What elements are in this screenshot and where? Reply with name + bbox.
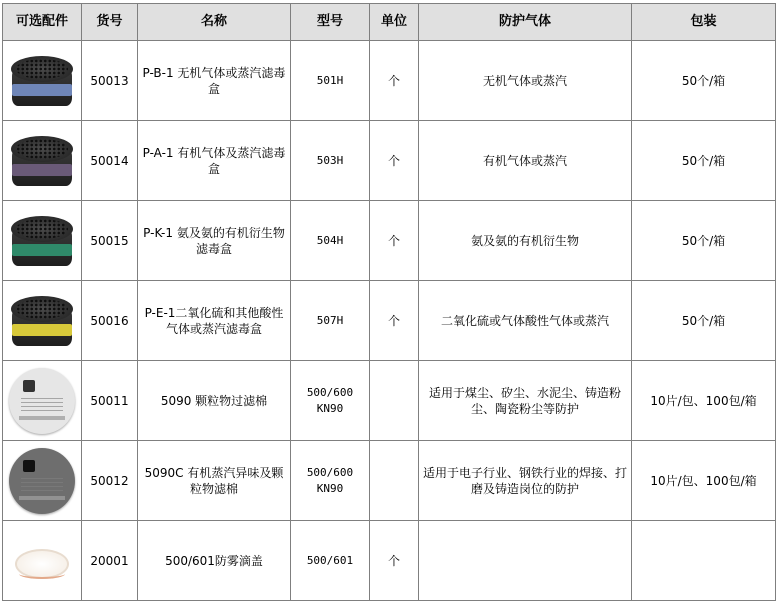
product-image-cell — [3, 41, 82, 121]
package-cell: 50个/箱 — [632, 41, 776, 121]
package-cell: 10片/包、100包/箱 — [632, 441, 776, 521]
gas-cell: 氨及氨的有机衍生物 — [419, 201, 632, 281]
item-no-cell: 50016 — [82, 281, 138, 361]
table-row — [3, 281, 776, 361]
model-cell: 500/600 KN90 — [291, 441, 370, 521]
unit-cell: 个 — [370, 201, 419, 281]
item-no-cell: 50015 — [82, 201, 138, 281]
model-cell: 501H — [291, 41, 370, 121]
model-cell: 503H — [291, 121, 370, 201]
model-cell: 500/601 — [291, 521, 370, 601]
name-cell: 500/601防雾滴盖 — [138, 521, 291, 601]
name-cell: P-K-1 氨及氨的有机衍生物滤毒盒 — [138, 201, 291, 281]
table-row — [3, 121, 776, 201]
gas-cell: 二氧化硫或气体酸性气体或蒸汽 — [419, 281, 632, 361]
header-name: 名称 — [138, 4, 291, 41]
header-package: 包装 — [632, 4, 776, 41]
header-accessory: 可选配件 — [3, 4, 82, 41]
table-row — [3, 521, 776, 601]
unit-cell: 个 — [370, 121, 419, 201]
product-image-cell — [3, 281, 82, 361]
header-row — [3, 4, 776, 41]
package-cell: 50个/箱 — [632, 281, 776, 361]
header-unit: 单位 — [370, 4, 419, 41]
unit-cell — [370, 441, 419, 521]
table-row — [3, 441, 776, 521]
product-image-cell — [3, 121, 82, 201]
gray-filter-cartridge-image — [11, 56, 73, 106]
item-no-cell: 50013 — [82, 41, 138, 121]
model-cell: 500/600 KN90 — [291, 361, 370, 441]
item-no-cell: 50011 — [82, 361, 138, 441]
name-cell: P-A-1 有机气体及蒸汽滤毒盒 — [138, 121, 291, 201]
package-cell: 10片/包、100包/箱 — [632, 361, 776, 441]
name-cell: P-E-1二氧化硫和其他酸性气体或蒸汽滤毒盒 — [138, 281, 291, 361]
unit-cell: 个 — [370, 281, 419, 361]
item-no-cell: 50014 — [82, 121, 138, 201]
anti-fog-cap-image — [15, 541, 69, 581]
header-gas: 防护气体 — [419, 4, 632, 41]
unit-cell: 个 — [370, 41, 419, 121]
gray-filter-cotton-image — [9, 448, 75, 514]
header-item-no: 货号 — [82, 4, 138, 41]
name-cell: 5090 颗粒物过滤棉 — [138, 361, 291, 441]
unit-cell — [370, 361, 419, 441]
product-table — [2, 3, 776, 601]
yellow-filter-cartridge-image — [11, 296, 73, 346]
product-image-cell — [3, 361, 82, 441]
table-row — [3, 41, 776, 121]
table-row — [3, 201, 776, 281]
brown-filter-cartridge-image — [11, 136, 73, 186]
product-image-cell — [3, 201, 82, 281]
white-filter-cotton-image — [9, 368, 75, 434]
table-row — [3, 361, 776, 441]
package-cell — [632, 521, 776, 601]
item-no-cell: 20001 — [82, 521, 138, 601]
package-cell: 50个/箱 — [632, 201, 776, 281]
header-model: 型号 — [291, 4, 370, 41]
gas-cell: 有机气体或蒸汽 — [419, 121, 632, 201]
item-no-cell: 50012 — [82, 441, 138, 521]
model-cell: 504H — [291, 201, 370, 281]
package-cell: 50个/箱 — [632, 121, 776, 201]
model-cell: 507H — [291, 281, 370, 361]
product-image-cell — [3, 521, 82, 601]
green-filter-cartridge-image — [11, 216, 73, 266]
gas-cell: 适用于煤尘、矽尘、水泥尘、铸造粉尘、陶瓷粉尘等防护 — [419, 361, 632, 441]
gas-cell: 无机气体或蒸汽 — [419, 41, 632, 121]
gas-cell — [419, 521, 632, 601]
gas-cell: 适用于电子行业、钢铁行业的焊接、打磨及铸造岗位的防护 — [419, 441, 632, 521]
name-cell: 5090C 有机蒸汽异味及颗粒物滤棉 — [138, 441, 291, 521]
name-cell: P-B-1 无机气体或蒸汽滤毒盒 — [138, 41, 291, 121]
product-image-cell — [3, 441, 82, 521]
unit-cell: 个 — [370, 521, 419, 601]
